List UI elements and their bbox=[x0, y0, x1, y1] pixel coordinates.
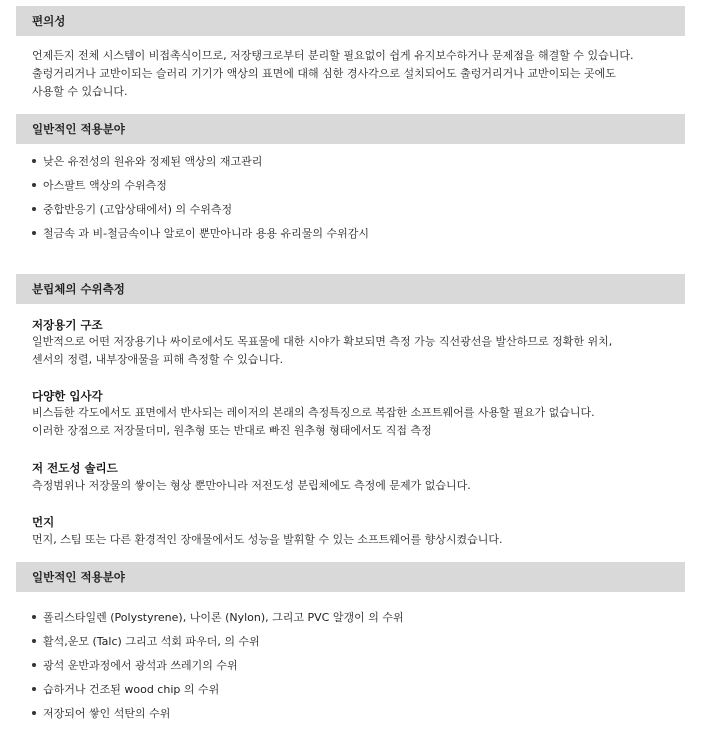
text-line: 먼지, 스팀 또는 다른 환경적인 장애물에서도 성능을 발휘할 수 있는 소프트웨어를 향상시켰습니다. bbox=[32, 533, 503, 546]
list-item-text: 습하거나 건조된 wood chip 의 수위 bbox=[43, 683, 220, 696]
text-line: 사용할 수 있습니다. bbox=[32, 85, 128, 98]
bullet-icon bbox=[32, 663, 36, 667]
section-header-applications-solids: 일반적인 적용분야 bbox=[16, 562, 685, 592]
text-line: 비스듬한 각도에서도 표면에서 반사되는 레이저의 본래의 측정특징으로 복잡한 소프트웨어를 사용할 필요가 없습니다. bbox=[32, 406, 595, 419]
bullet-icon bbox=[32, 687, 36, 691]
applications-list bbox=[32, 150, 682, 246]
list-item bbox=[32, 174, 682, 198]
bullet-icon bbox=[32, 183, 36, 187]
list-item-text: 아스팔트 액상의 수위측정 bbox=[43, 179, 167, 192]
list-item-text: 광석 운반과정에서 광석과 쓰레기의 수위 bbox=[43, 659, 238, 672]
list-item-text: 낮은 유전성의 원유와 정제된 액상의 재고관리 bbox=[43, 155, 263, 168]
list-item bbox=[32, 678, 682, 702]
dust-paragraph bbox=[32, 531, 682, 549]
text-line: 측정범위나 저장물의 쌓이는 형상 뿐만아니라 저전도성 분립체에도 측정에 문제가 없습니다. bbox=[32, 479, 471, 492]
low-conductivity-paragraph bbox=[32, 477, 682, 495]
list-item-text: 폴리스타일렌 (Polystyrene), 나이론 (Nylon), 그리고 PVC 알갱이 의 수위 bbox=[43, 611, 404, 624]
list-item-text: 중합반응기 (고압상태에서) 의 수위측정 bbox=[43, 203, 233, 216]
list-item-text: 저장되어 쌓인 석탄의 수위 bbox=[43, 707, 171, 720]
subheading-vessel-structure: 저장용기 구조 bbox=[32, 318, 103, 332]
list-item bbox=[32, 222, 682, 246]
vessel-structure-paragraph bbox=[32, 333, 682, 369]
section-header-convenience: 편의성 bbox=[16, 6, 685, 36]
subheading-incidence-angle: 다양한 입사각 bbox=[32, 389, 103, 403]
list-item bbox=[32, 150, 682, 174]
list-item-text: 철금속 과 비-철금속이나 알로이 뿐만아니라 용용 유리물의 수위감시 bbox=[43, 227, 369, 240]
bullet-icon bbox=[32, 231, 36, 235]
bullet-icon bbox=[32, 207, 36, 211]
list-item bbox=[32, 702, 682, 726]
bullet-icon bbox=[32, 615, 36, 619]
list-item bbox=[32, 198, 682, 222]
section-header-applications: 일반적인 적용분야 bbox=[16, 114, 685, 144]
text-line: 이러한 장점으로 저장물더미, 원추형 또는 반대로 빠진 원추형 형태에서도 직접 측정 bbox=[32, 424, 432, 437]
text-line: 센서의 정렬, 내부장애물을 피해 측정할 수 있습니다. bbox=[32, 353, 284, 366]
incidence-angle-paragraph bbox=[32, 404, 682, 440]
bullet-icon bbox=[32, 711, 36, 715]
subheading-dust: 먼지 bbox=[32, 515, 55, 529]
section-header-solids: 분립체의 수위측정 bbox=[16, 274, 685, 304]
convenience-paragraph bbox=[32, 47, 682, 101]
list-item-text: 활석,운모 (Talc) 그리고 석회 파우더, 의 수위 bbox=[43, 635, 260, 648]
list-item bbox=[32, 630, 682, 654]
text-line: 출렁거리거나 교반이되는 슬러리 기기가 액상의 표면에 대해 심한 경사각으로 설치되어도 출렁거리거나 교반이되는 곳에도 bbox=[32, 67, 616, 80]
text-line: 일반적으로 어떤 저장용기나 싸이로에서도 목표물에 대한 시야가 확보되면 측정 가능 직선광선을 발산하므로 정확한 위치, bbox=[32, 335, 613, 348]
bullet-icon bbox=[32, 159, 36, 163]
text-line: 언제든지 전체 시스템이 비접촉식이므로, 저장탱크로부터 분리할 필요없이 쉽게 유지보수하거나 문제점을 해결할 수 있습니다. bbox=[32, 49, 634, 62]
list-item bbox=[32, 606, 682, 630]
subheading-low-conductivity: 저 전도성 솔리드 bbox=[32, 461, 118, 475]
applications-solids-list bbox=[32, 606, 682, 726]
list-item bbox=[32, 654, 682, 678]
bullet-icon bbox=[32, 639, 36, 643]
